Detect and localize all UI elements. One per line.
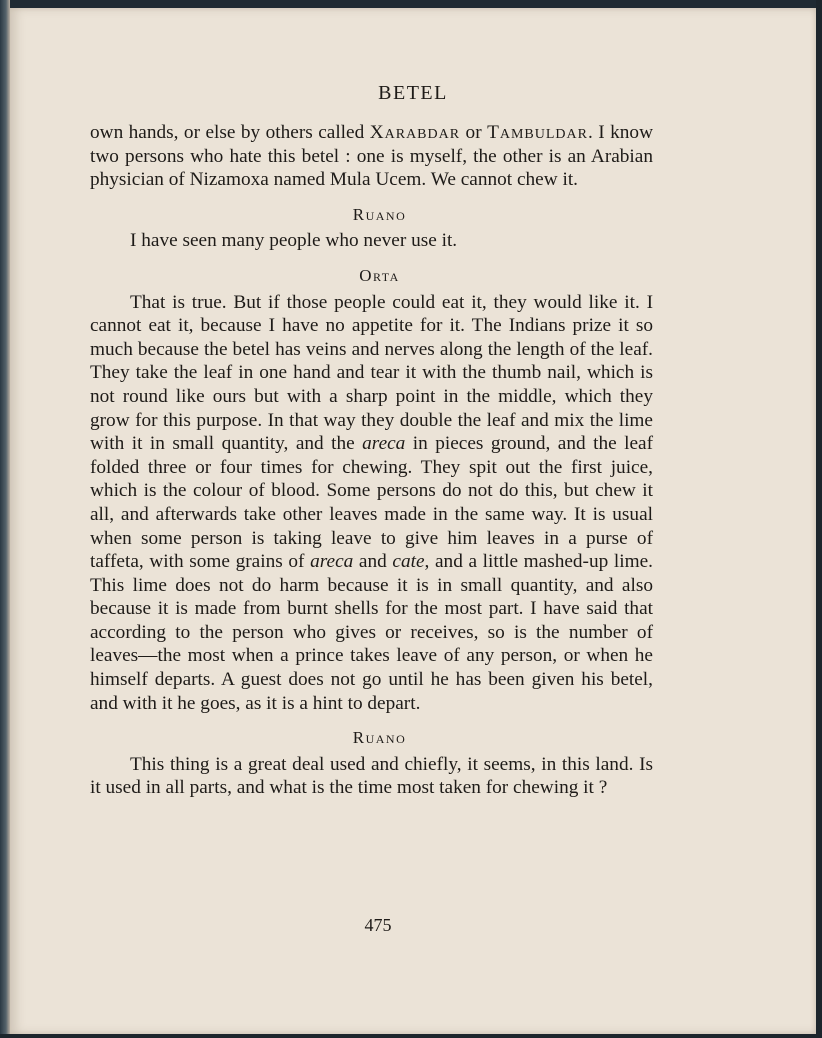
running-head: BETEL [378, 82, 448, 104]
speaker-heading-orta: Orta [359, 265, 400, 285]
speaker-heading-ruano: Ruano [352, 728, 407, 748]
book-page [10, 8, 816, 1034]
paragraph-ruano-2: This thing is a great deal used and chiefly, it seems, in this land. Is it used in all parts, and what is the time most taken for chewing it ? [90, 753, 653, 799]
text-run: own hands, or else by others called [90, 122, 370, 143]
paragraph-ruano-1: I have seen many people who never use it. [130, 230, 458, 252]
paragraph-orta [90, 291, 653, 716]
text-run: in pieces ground, and the leaf folded three or four times for chewing. They spit out the first juice, which is the colour of blood. Some persons do not do this, but chew it all, and afterwards take other leaves made in the same way. It is usual when some person is taking leave to give him leaves in a purse of taffeta, with some grains of [90, 433, 653, 573]
binding-gutter [0, 0, 10, 1038]
body-text [90, 121, 653, 800]
term-xarabdar: Xarabdar [369, 122, 461, 143]
speaker-heading-ruano: Ruano [352, 204, 407, 224]
scan-border-bottom [0, 1034, 822, 1038]
text-run: , and a little mashed-up lime. This lime does not do harm because it is in small quantity, and also because it is made from burnt shells for the most part. I have said that according to the person who gives or receives, so is the number of leaves—the most when a prince takes leave of any person, or when he himself departs. A guest does not go until he has been given his betel, and with it he goes, as it is a hint to depart. [90, 551, 653, 714]
page-number: 475 [364, 915, 392, 935]
text-run: or [460, 122, 488, 143]
text-run: . I know two persons who hate this betel : one is myself, the other is an Arabian physician of Nizamoxa named Mula Ucem. We cannot chew it. [90, 122, 653, 191]
term-areca: areca [310, 551, 354, 573]
paragraph-continued [90, 121, 653, 192]
term-tambuldar: Tambuldar [487, 122, 588, 143]
scan-border-right [816, 0, 822, 1038]
term-cate: cate [392, 551, 425, 573]
text-run: That is true. But if those people could eat it, they would like it. I cannot eat it, because I have no appetite for it. The Indians prize it so much because the betel has veins and nerves along the length of the leaf. They take the leaf in one hand and tear it with the thumb nail, which is not round like ours but with a sharp point in the middle, which they grow for this purpose. In that way they double the leaf and mix the lime with it in small quantity, and the [90, 291, 653, 455]
text-run: and [353, 551, 393, 573]
term-areca: areca [362, 433, 406, 455]
